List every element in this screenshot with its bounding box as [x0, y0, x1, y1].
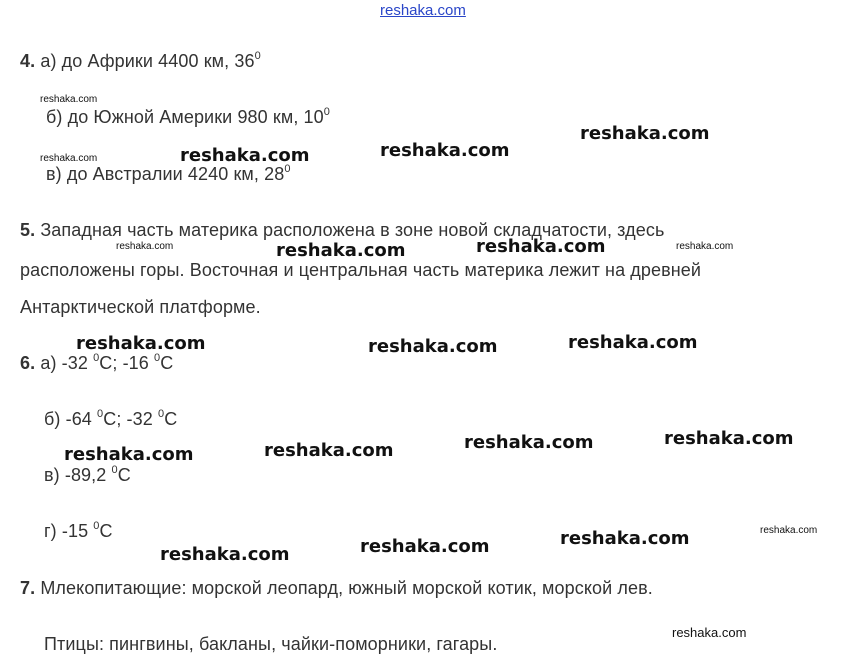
- watermark: reshaka.com: [76, 333, 206, 354]
- answer-4-a: [20, 50, 261, 72]
- answer-text: расположены горы. Восточная и центральная часть материка лежит на древней: [20, 260, 702, 280]
- watermark: reshaka.com: [560, 528, 690, 549]
- answer-text: в) -89,2: [44, 465, 112, 485]
- degree-sup: 0: [154, 352, 161, 364]
- answer-6-d: [44, 520, 113, 542]
- degree-sup: 0: [254, 50, 261, 62]
- answer-number: 7.: [20, 578, 36, 598]
- answer-7-line1: [20, 577, 653, 599]
- watermark-small: reshaka.com: [116, 241, 174, 252]
- answer-5-line3: [20, 296, 261, 318]
- answer-text: г) -15: [44, 521, 94, 541]
- site-header-link[interactable]: reshaka.com: [380, 2, 466, 19]
- answer-6-c: [44, 464, 131, 486]
- answer-text: б) -64: [44, 409, 98, 429]
- watermark: reshaka.com: [580, 123, 710, 144]
- watermark-small: reshaka.com: [760, 525, 818, 536]
- answer-text: а) до Африки 4400 км, 36: [40, 51, 255, 71]
- answer-7-line2: [44, 633, 497, 655]
- answer-text: Млекопитающие: морской леопард, южный морской котик, морской лев.: [40, 578, 653, 598]
- watermark: reshaka.com: [368, 336, 498, 357]
- watermark-small: reshaka.com: [40, 94, 98, 105]
- answer-text: Западная часть материка расположена в зоне новой складчатости, здесь: [40, 220, 665, 240]
- answer-text: С: [160, 353, 174, 373]
- degree-sup: 0: [111, 464, 118, 476]
- degree-sup: 0: [284, 163, 291, 175]
- watermark: reshaka.com: [264, 440, 394, 461]
- answer-text: б) до Южной Америки 980 км, 10: [46, 107, 324, 127]
- answer-text: Птицы: пингвины, бакланы, чайки-поморники, гагары.: [44, 634, 498, 654]
- answer-number: 6.: [20, 353, 36, 373]
- watermark: reshaka.com: [180, 145, 310, 166]
- answer-text: а) -32: [40, 353, 94, 373]
- watermark: reshaka.com: [476, 236, 606, 257]
- watermark: reshaka.com: [64, 444, 194, 465]
- watermark-small: reshaka.com: [672, 625, 747, 640]
- answer-text: С; -16: [99, 353, 154, 373]
- answer-6-b: [44, 408, 177, 430]
- answer-number: 5.: [20, 220, 36, 240]
- degree-sup: 0: [93, 520, 100, 532]
- answer-text: С: [117, 465, 131, 485]
- watermark: reshaka.com: [464, 432, 594, 453]
- degree-sup: 0: [157, 408, 165, 420]
- watermark-small: reshaka.com: [676, 241, 734, 252]
- watermark: reshaka.com: [380, 140, 510, 161]
- watermark: reshaka.com: [276, 240, 406, 261]
- answer-text: в) до Австралии 4240 км, 28: [46, 164, 285, 184]
- watermark-small: reshaka.com: [40, 153, 98, 164]
- answer-6-a: [20, 352, 173, 374]
- degree-sup: 0: [97, 408, 104, 420]
- answer-text: С: [164, 409, 178, 429]
- answer-text: С; -32: [103, 409, 158, 429]
- watermark: reshaka.com: [568, 332, 698, 353]
- watermark: reshaka.com: [360, 536, 490, 557]
- watermark: reshaka.com: [160, 544, 290, 565]
- answer-text: С: [99, 521, 113, 541]
- degree-sup: 0: [323, 106, 330, 118]
- answer-number: 4.: [20, 51, 36, 71]
- watermark: reshaka.com: [664, 428, 794, 449]
- answer-text: Антарктической платформе.: [20, 297, 261, 317]
- answer-4-b: [46, 106, 330, 128]
- degree-sup: 0: [93, 352, 100, 364]
- answer-4-c: [46, 163, 291, 185]
- answer-5-line2: [20, 259, 701, 281]
